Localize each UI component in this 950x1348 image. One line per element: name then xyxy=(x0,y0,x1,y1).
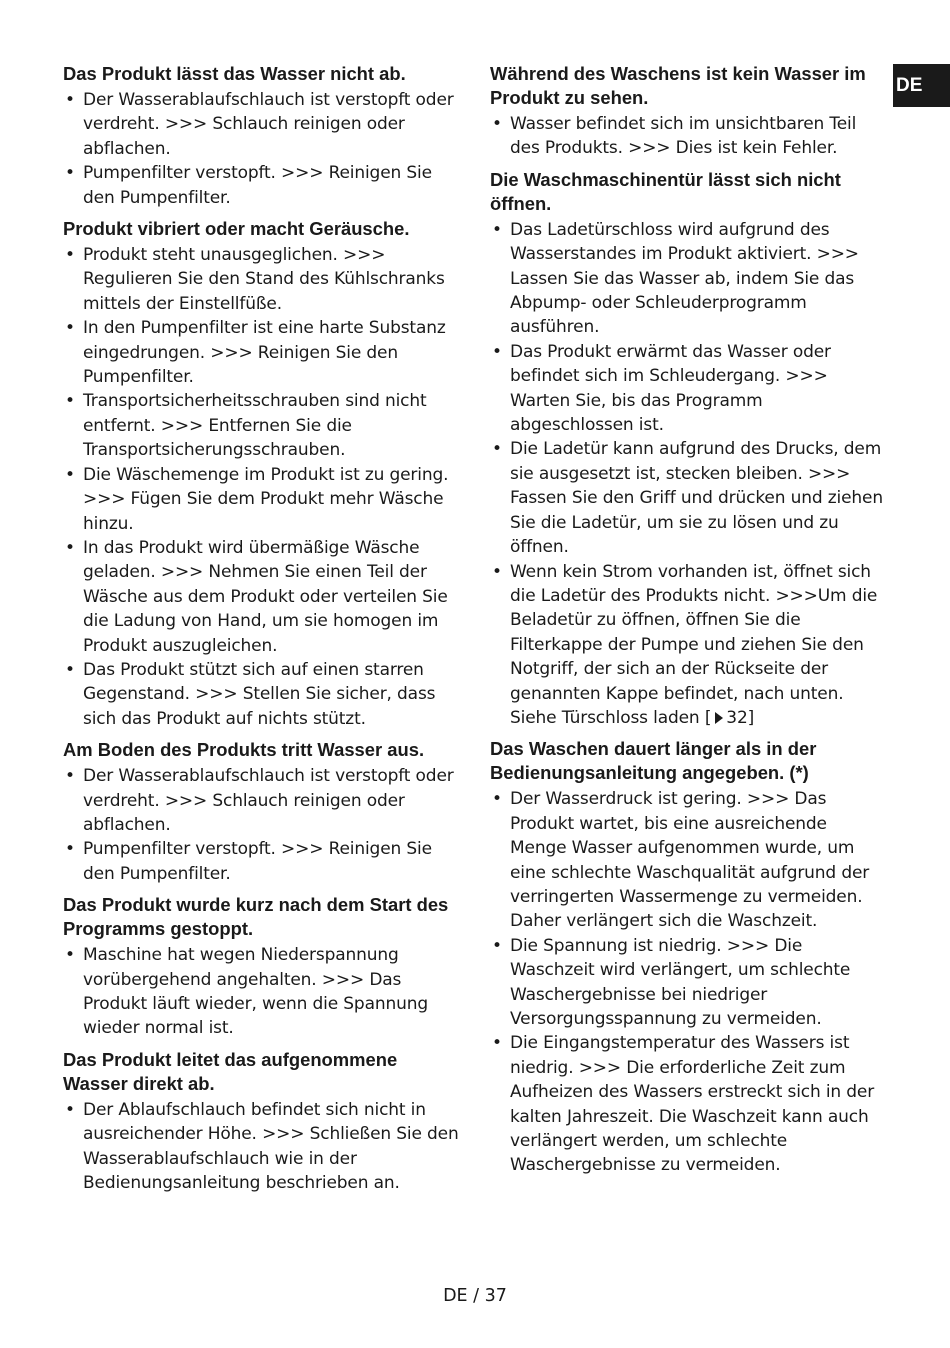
bullet-list xyxy=(490,112,888,161)
bullet-list xyxy=(63,764,461,886)
bullet-list xyxy=(490,218,888,731)
bullet-list xyxy=(63,943,461,1041)
door-lock-link[interactable]: Türschloss laden xyxy=(561,707,700,728)
section-heading: Die Waschmaschinentür lässt sich nicht öffnen. xyxy=(490,168,841,214)
section-heading: Das Waschen dauert länger als in der Bedienungsanleitung angegeben. (*) xyxy=(490,738,817,784)
bullet-list xyxy=(63,243,461,731)
language-tab: DE xyxy=(893,64,950,107)
section-no-drain xyxy=(63,62,461,210)
section-no-water-visible xyxy=(490,62,888,161)
page-ref-open: [ xyxy=(704,707,712,728)
list-item xyxy=(490,560,888,731)
section-long-wash xyxy=(490,737,888,1178)
section-door-wont-open xyxy=(490,168,888,731)
list-item: • Das Ladetürschloss wird aufgrund des Wasserstandes im Produkt aktiviert. >>> Lassen Sie das Wasser ab, indem Sie das Abpump- oder Schleuderprogramm ausführen. xyxy=(490,218,888,340)
list-item: • Pumpenfilter verstopft. >>> Reinigen Sie den Pumpenfilter. xyxy=(63,161,461,210)
list-item: • Pumpenfilter verstopft. >>> Reinigen Sie den Pumpenfilter. xyxy=(63,837,461,886)
list-item-text: Wenn kein Strom vorhanden ist, öffnet sich die Ladetür des Produkts nicht. >>>Um die Beladetür zu öffnen, öffnen Sie die Filterkappe der Pumpe und ziehen Sie den Notgriff, der sich an der Rückseite der genannten Kappe befindet, nach unten. Siehe xyxy=(510,561,878,728)
list-item: • Produkt steht unausgeglichen. >>> Regulieren Sie den Stand des Kühlschranks mittels der Einstellfüße. xyxy=(63,243,461,316)
list-item: • Transportsicherheitsschrauben sind nicht entfernt. >>> Entfernen Sie die Transportsicherungsschrauben. xyxy=(63,389,461,462)
list-item: • Das Produkt erwärmt das Wasser oder befindet sich im Schleudergang. >>> Warten Sie, bis das Programm abgeschlossen ist. xyxy=(490,340,888,438)
play-icon xyxy=(715,712,723,724)
left-column xyxy=(63,62,461,1202)
section-heading: Während des Waschens ist kein Wasser im Produkt zu sehen. xyxy=(490,63,866,108)
section-heading: Das Produkt lässt das Wasser nicht ab. xyxy=(63,63,406,84)
section-heading: Das Produkt leitet das aufgenommene Wasser direkt ab. xyxy=(63,1048,398,1094)
section-vibration xyxy=(63,217,461,731)
section-heading: Am Boden des Produkts tritt Wasser aus. xyxy=(63,739,425,761)
section-heading: Produkt vibriert oder macht Geräusche. xyxy=(63,218,410,240)
list-item: • Der Wasserablaufschlauch ist verstopft oder verdreht. >>> Schlauch reinigen oder abflachen. xyxy=(63,764,461,837)
list-item: • In das Produkt wird übermäßige Wäsche geladen. >>> Nehmen Sie einen Teil der Wäsche aus dem Produkt oder verteilen Sie die Ladung von Hand, um sie homogen im Produkt auszugleichen. xyxy=(63,536,461,658)
list-item: • Maschine hat wegen Niederspannung vorübergehend angehalten. >>> Das Produkt läuft wieder, wenn die Spannung wieder normal ist. xyxy=(63,943,461,1041)
section-direct-drain xyxy=(63,1048,461,1196)
section-heading: Das Produkt wurde kurz nach dem Start des Programms gestoppt. xyxy=(63,894,449,940)
section-stopped xyxy=(63,893,461,1041)
page-ref-link[interactable]: 32] xyxy=(726,707,755,728)
list-item: • Die Ladetür kann aufgrund des Drucks, dem sie ausgesetzt ist, stecken bleiben. >>> Fassen Sie den Griff und drücken und ziehen Sie die Ladetür, um sie zu lösen und zu öffnen. xyxy=(490,437,888,559)
list-item: • Der Ablaufschlauch befindet sich nicht in ausreichender Höhe. >>> Schließen Sie den Wasserablaufschlauch wie in der Bedienungsanleitung beschrieben an. xyxy=(63,1098,461,1196)
list-item: • Die Spannung ist niedrig. >>> Die Waschzeit wird verlängert, um schlechte Waschergebnisse bei niedriger Versorgungsspannung zu vermeiden. xyxy=(490,934,888,1032)
list-item: • Wasser befindet sich im unsichtbaren Teil des Produkts. >>> Dies ist kein Fehler. xyxy=(490,112,888,161)
page-number: DE / 37 xyxy=(443,1286,507,1306)
list-item: • Der Wasserdruck ist gering. >>> Das Produkt wartet, bis eine ausreichende Menge Wasser aufgenommen wurde, um eine schlechte Waschqualität aufgrund der verringerten Wassermenge zu vermeiden. Daher verlängert sich die Waschzeit. xyxy=(490,787,888,933)
bullet-list xyxy=(63,88,461,210)
list-item: • Der Wasserablaufschlauch ist verstopft oder verdreht. >>> Schlauch reinigen oder abflachen. xyxy=(63,88,461,161)
list-item: • In den Pumpenfilter ist eine harte Substanz eingedrungen. >>> Reinigen Sie den Pumpenfilter. xyxy=(63,316,461,389)
list-item: • Das Produkt stützt sich auf einen starren Gegenstand. >>> Stellen Sie sicher, dass sich das Produkt auf nichts stützt. xyxy=(63,658,461,731)
right-column xyxy=(490,62,888,1185)
bullet-list xyxy=(63,1098,461,1196)
list-item: • Die Wäschemenge im Produkt ist zu gering. >>> Fügen Sie dem Produkt mehr Wäsche hinzu. xyxy=(63,463,461,536)
bullet-list xyxy=(490,787,888,1178)
section-leak xyxy=(63,738,461,886)
list-item: • Die Eingangstemperatur des Wassers ist niedrig. >>> Die erforderliche Zeit zum Aufheizen des Wassers erstreckt sich in der kalten Jahreszeit. Die Waschzeit kann auch verlängert werden, um schlechte Waschergebnisse zu vermeiden. xyxy=(490,1031,888,1177)
